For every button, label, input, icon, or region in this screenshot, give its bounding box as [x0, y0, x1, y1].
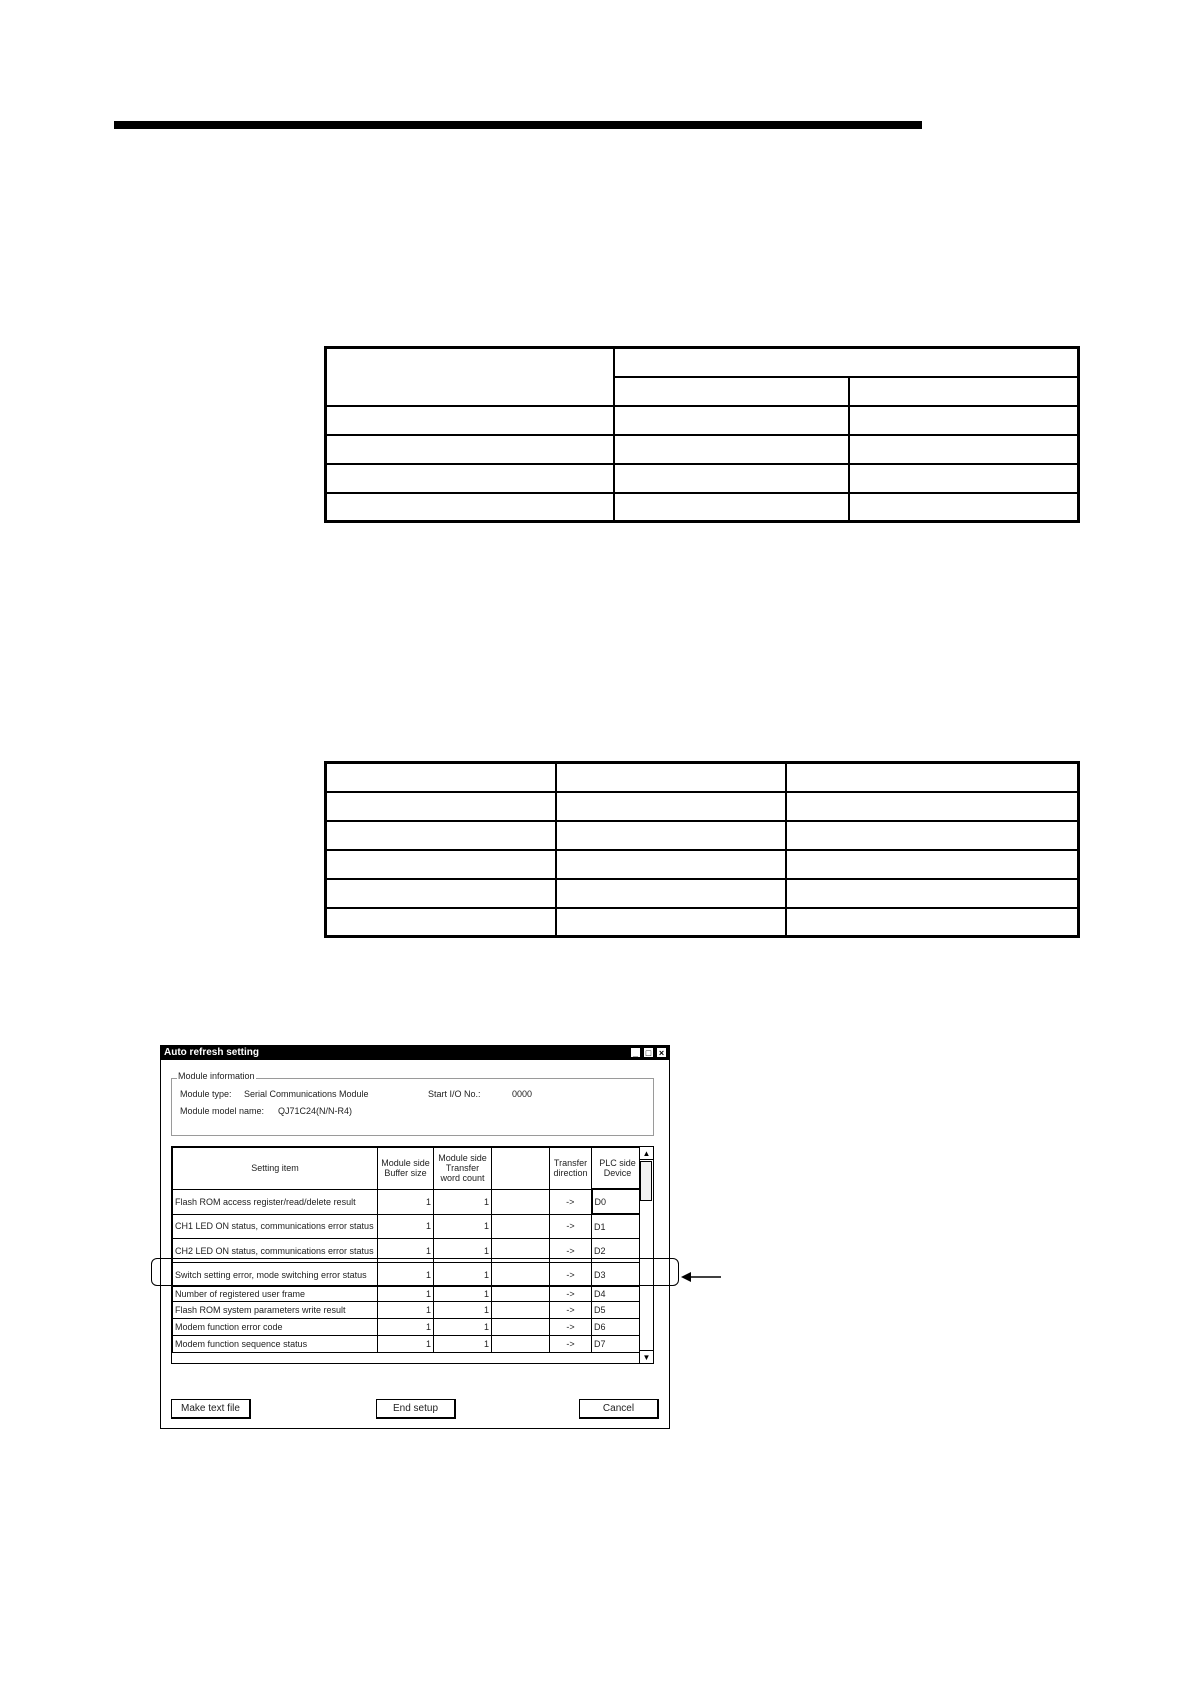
minimize-icon[interactable]: _ — [630, 1047, 641, 1058]
col-plc-device: PLC side Device — [592, 1148, 644, 1190]
module-type-value: Serial Communications Module — [244, 1089, 369, 1099]
module-information-group — [171, 1071, 654, 1136]
table-row — [173, 1302, 644, 1319]
plc-device-input[interactable]: D4 — [592, 1287, 644, 1302]
table-row — [173, 1189, 644, 1214]
blank-cell — [492, 1336, 550, 1353]
setting-item: Modem function sequence status — [173, 1336, 378, 1353]
t1-row — [326, 493, 1079, 522]
col-transfer-direction: Transfer direction — [550, 1148, 592, 1190]
plc-device-input[interactable]: D1 — [592, 1214, 644, 1239]
buffer-size: 1 — [378, 1287, 434, 1302]
col-buffer-size: Module side Buffer size — [378, 1148, 434, 1190]
dialog-title: Auto refresh setting — [164, 1047, 260, 1058]
transfer-direction: -> — [550, 1287, 592, 1302]
maximize-icon[interactable]: □ — [643, 1047, 654, 1058]
t1-row — [326, 435, 1079, 464]
buffer-size: 1 — [378, 1319, 434, 1336]
t1-subheader-a — [614, 377, 849, 406]
transfer-direction: -> — [550, 1214, 592, 1239]
plc-device-input[interactable]: D2 — [592, 1239, 644, 1263]
col-blank — [492, 1148, 550, 1190]
transfer-direction: -> — [550, 1189, 592, 1214]
auto-refresh-dialog — [160, 1045, 670, 1429]
refresh-settings-table — [172, 1147, 645, 1353]
buffer-size: 1 — [378, 1239, 434, 1263]
module-type-label: Module type: — [180, 1089, 232, 1099]
buffer-size: 1 — [378, 1214, 434, 1239]
transfer-word-count: 1 — [434, 1189, 492, 1214]
table-row — [173, 1336, 644, 1353]
make-text-file-button[interactable]: Make text file — [171, 1399, 251, 1419]
setting-item: CH2 LED ON status, communications error status — [173, 1239, 378, 1263]
plc-device-input[interactable]: D0 — [592, 1189, 644, 1214]
blank-table-1 — [324, 346, 1080, 523]
t1-subheader-b — [849, 377, 1079, 406]
blank-cell — [492, 1302, 550, 1319]
plc-device-input[interactable]: D3 — [592, 1263, 644, 1287]
t1-header-item — [326, 348, 615, 406]
highlighted-row-callout — [151, 1258, 679, 1286]
start-io-value: 0000 — [512, 1089, 533, 1099]
blank-cell — [492, 1189, 550, 1214]
dialog-titlebar[interactable] — [161, 1046, 669, 1060]
setting-item: Number of registered user frame — [173, 1287, 378, 1302]
blank-cell — [492, 1319, 550, 1336]
transfer-direction: -> — [550, 1319, 592, 1336]
setting-item: Flash ROM access register/read/delete result — [173, 1189, 378, 1214]
transfer-word-count: 1 — [434, 1263, 492, 1287]
transfer-direction: -> — [550, 1239, 592, 1263]
module-model-label: Module model name: — [180, 1106, 265, 1116]
callout-arrow-icon — [681, 1270, 723, 1284]
t1-header-group — [614, 348, 1079, 377]
col-transfer-word-count: Module side Transfer word count — [434, 1148, 492, 1190]
plc-device-input[interactable]: D5 — [592, 1302, 644, 1319]
close-icon[interactable]: × — [656, 1047, 667, 1058]
transfer-word-count: 1 — [434, 1287, 492, 1302]
refresh-settings-grid — [171, 1146, 654, 1364]
module-information-legend: Module information — [178, 1071, 255, 1081]
transfer-direction: -> — [550, 1263, 592, 1287]
t2-row — [326, 908, 1079, 937]
blank-cell — [492, 1214, 550, 1239]
plc-device-input[interactable]: D7 — [592, 1336, 644, 1353]
plc-device-input[interactable]: D6 — [592, 1319, 644, 1336]
blank-table-2 — [324, 761, 1080, 938]
col-setting-item: Setting item — [173, 1148, 378, 1190]
table-row — [173, 1214, 644, 1239]
header-rule — [114, 121, 922, 129]
t2-row — [326, 850, 1079, 879]
grid-header-row — [173, 1148, 644, 1190]
table-row — [173, 1319, 644, 1336]
setting-item: CH1 LED ON status, communications error status — [173, 1214, 378, 1239]
t2-row — [326, 879, 1079, 908]
buffer-size: 1 — [378, 1189, 434, 1214]
transfer-word-count: 1 — [434, 1319, 492, 1336]
start-io-label: Start I/O No.: — [428, 1089, 481, 1099]
t2-row — [326, 792, 1079, 821]
transfer-direction: -> — [550, 1302, 592, 1319]
blank-cell — [492, 1287, 550, 1302]
end-setup-button[interactable]: End setup — [376, 1399, 456, 1419]
transfer-word-count: 1 — [434, 1214, 492, 1239]
scroll-up-icon[interactable]: ▲ — [640, 1147, 653, 1160]
t2-row — [326, 821, 1079, 850]
scroll-down-icon[interactable]: ▼ — [640, 1350, 653, 1363]
setting-item: Modem function error code — [173, 1319, 378, 1336]
setting-item: Switch setting error, mode switching error status — [173, 1263, 378, 1287]
buffer-size: 1 — [378, 1302, 434, 1319]
cancel-button[interactable]: Cancel — [579, 1399, 659, 1419]
t2-header-row — [326, 763, 1079, 792]
table-row — [173, 1287, 644, 1302]
vertical-scrollbar[interactable] — [639, 1147, 653, 1363]
transfer-word-count: 1 — [434, 1302, 492, 1319]
buffer-size: 1 — [378, 1336, 434, 1353]
t1-row — [326, 464, 1079, 493]
setting-item: Flash ROM system parameters write result — [173, 1302, 378, 1319]
scroll-thumb[interactable] — [640, 1161, 652, 1201]
module-model-value: QJ71C24(N/N-R4) — [278, 1106, 353, 1116]
buffer-size: 1 — [378, 1263, 434, 1287]
transfer-word-count: 1 — [434, 1336, 492, 1353]
transfer-direction: -> — [550, 1336, 592, 1353]
transfer-word-count: 1 — [434, 1239, 492, 1263]
t1-row — [326, 406, 1079, 435]
